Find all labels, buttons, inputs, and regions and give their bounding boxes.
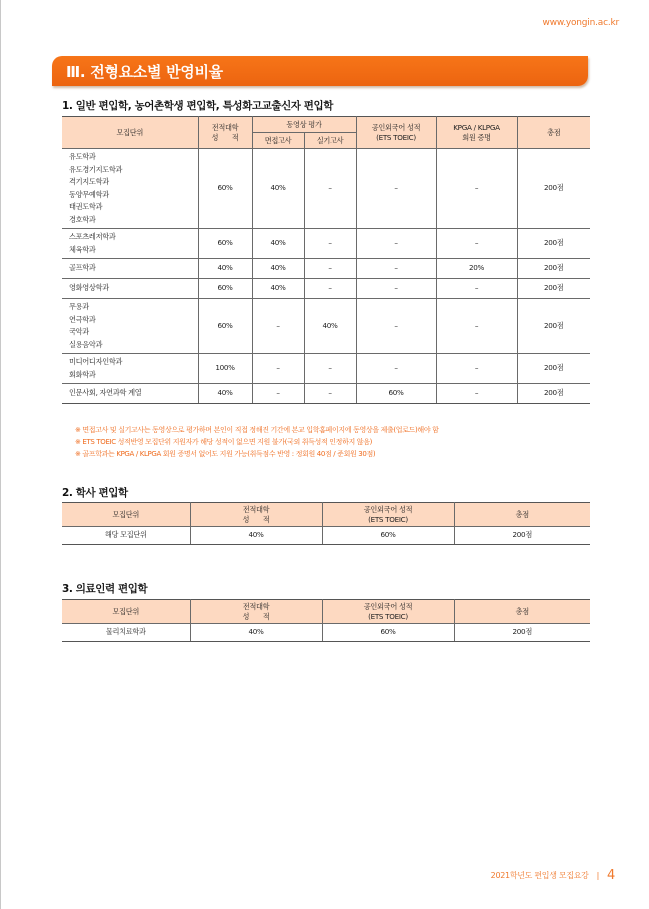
english-cell: – xyxy=(356,259,436,279)
total-cell: 200점 xyxy=(517,354,590,384)
table-row xyxy=(62,354,590,384)
total-cell: 200점 xyxy=(517,229,590,259)
table-row xyxy=(62,259,590,279)
unit-name: 회화학과 xyxy=(69,369,96,379)
unit-name: 국악과 xyxy=(69,327,89,336)
table-row xyxy=(62,229,590,259)
unit-cell: 물리치료학과 xyxy=(62,624,190,642)
note: ※ ETS TOEIC 성적반영 모집단위 지원자가 해당 성적이 없으면 지원 불가(국외 취득성적 인정하지 않음) xyxy=(75,438,372,446)
practical-cell: 40% xyxy=(304,299,356,354)
unit-name: 경호학과 xyxy=(69,214,96,224)
unit-name: 무용과 xyxy=(69,302,89,311)
grade-cell: 60% xyxy=(198,279,252,299)
kpga-cell: – xyxy=(436,354,517,384)
section-2-title: 2. 학사 편입학 xyxy=(62,487,128,499)
header-unit: 모집단위 xyxy=(62,503,190,527)
grade-cell: 60% xyxy=(198,299,252,354)
table-row xyxy=(62,299,590,354)
header-practical: 실기고사 xyxy=(304,133,356,149)
note: ※ 골프학과는 KPGA / KLPGA 회원 증명서 없어도 지원 가능(취득점수 반영 : 정회원 40점 / 준회원 30점) xyxy=(75,450,376,458)
unit-cell xyxy=(62,354,198,384)
practical-cell: – xyxy=(304,279,356,299)
kpga-cell: 20% xyxy=(436,259,517,279)
header-total: 총점 xyxy=(517,117,590,149)
table-row xyxy=(62,624,590,642)
english-cell: 60% xyxy=(322,527,454,545)
unit-name: 격기지도학과 xyxy=(69,177,109,186)
section-1-title: 1. 일반 편입학, 농어촌학생 편입학, 특성화고교출신자 편입학 xyxy=(62,100,334,112)
unit-name: 실용음악과 xyxy=(69,339,103,349)
grade-cell: 40% xyxy=(190,527,322,545)
unit-name: 유도경기지도학과 xyxy=(69,164,123,174)
unit-cell xyxy=(62,279,198,299)
unit-cell xyxy=(62,149,198,229)
grade-cell: 40% xyxy=(190,624,322,642)
kpga-cell: – xyxy=(436,229,517,259)
total-cell: 200점 xyxy=(454,624,590,642)
header-grade: 전적대학 성 적 xyxy=(190,600,322,624)
table-row xyxy=(62,149,590,229)
chapter-title: Ⅲ. 전형요소별 반영비율 xyxy=(66,63,223,81)
header-kpga: KPGA / KLPGA 회원 증명 xyxy=(436,117,517,149)
interview-cell: – xyxy=(252,299,304,354)
header-unit: 모집단위 xyxy=(62,600,190,624)
table-row xyxy=(62,527,590,545)
footer-text: 2021학년도 편입생 모집요강 xyxy=(490,871,589,880)
unit-name: 인문사회, 자연과학 계열 xyxy=(69,388,142,398)
section-1-notes xyxy=(75,424,439,460)
kpga-cell: – xyxy=(436,384,517,404)
interview-cell: 40% xyxy=(252,259,304,279)
grade-cell: 40% xyxy=(198,384,252,404)
grade-cell: 40% xyxy=(198,259,252,279)
total-cell: 200점 xyxy=(517,384,590,404)
practical-cell: – xyxy=(304,229,356,259)
kpga-cell: – xyxy=(436,299,517,354)
unit-name: 미디어디자인학과 xyxy=(69,357,123,366)
grade-cell: 60% xyxy=(198,229,252,259)
kpga-cell: – xyxy=(436,279,517,299)
total-cell: 200점 xyxy=(517,149,590,229)
grade-cell: 100% xyxy=(198,354,252,384)
chapter-banner xyxy=(52,56,588,86)
header-total: 총점 xyxy=(454,600,590,624)
footer-separator: | xyxy=(596,871,600,880)
header-total: 총점 xyxy=(454,503,590,527)
section-3-title: 3. 의료인력 편입학 xyxy=(62,583,148,595)
total-cell: 200점 xyxy=(517,259,590,279)
header-english: 공인외국어 성적 (ETS TOEIC) xyxy=(356,117,436,149)
page-edge xyxy=(0,0,1,909)
header-english: 공인외국어 성적 (ETS TOEIC) xyxy=(322,503,454,527)
table-row xyxy=(62,384,590,404)
interview-cell: – xyxy=(252,384,304,404)
unit-name: 스포츠레저학과 xyxy=(69,232,116,241)
english-cell: – xyxy=(356,279,436,299)
kpga-cell: – xyxy=(436,149,517,229)
unit-cell xyxy=(62,259,198,279)
interview-cell: – xyxy=(252,354,304,384)
english-cell: – xyxy=(356,149,436,229)
practical-cell: – xyxy=(304,149,356,229)
header-grade: 전적대학 성 적 xyxy=(198,117,252,149)
english-cell: 60% xyxy=(322,624,454,642)
practical-cell: – xyxy=(304,354,356,384)
section-1-body xyxy=(62,149,590,404)
page-footer xyxy=(491,868,615,883)
interview-cell: 40% xyxy=(252,279,304,299)
header-english: 공인외국어 성적 (ETS TOEIC) xyxy=(322,600,454,624)
unit-name: 유도학과 xyxy=(69,152,96,161)
section-2-table xyxy=(62,502,590,545)
unit-cell xyxy=(62,384,198,404)
unit-cell xyxy=(62,229,198,259)
site-url[interactable]: www.yongin.ac.kr xyxy=(542,18,619,28)
header-unit: 모집단위 xyxy=(62,117,198,149)
total-cell: 200점 xyxy=(454,527,590,545)
english-cell: – xyxy=(356,354,436,384)
header-video: 동영상 평가 xyxy=(252,117,356,133)
unit-name: 영화영상학과 xyxy=(69,283,109,293)
english-cell: 60% xyxy=(356,384,436,404)
unit-name: 체육학과 xyxy=(69,244,96,254)
section-3-table xyxy=(62,599,590,642)
unit-cell: 해당 모집단위 xyxy=(62,527,190,545)
interview-cell: 40% xyxy=(252,229,304,259)
unit-name: 골프학과 xyxy=(69,263,96,273)
unit-name: 동양무예학과 xyxy=(69,189,109,199)
grade-cell: 60% xyxy=(198,149,252,229)
table-row xyxy=(62,279,590,299)
section-1-table xyxy=(62,116,590,404)
header-grade: 전적대학 성 적 xyxy=(190,503,322,527)
english-cell: – xyxy=(356,299,436,354)
practical-cell: – xyxy=(304,384,356,404)
interview-cell: 40% xyxy=(252,149,304,229)
practical-cell: – xyxy=(304,259,356,279)
unit-name: 연극학과 xyxy=(69,314,96,324)
total-cell: 200점 xyxy=(517,299,590,354)
english-cell: – xyxy=(356,229,436,259)
unit-cell xyxy=(62,299,198,354)
page-number: 4 xyxy=(607,868,615,883)
total-cell: 200점 xyxy=(517,279,590,299)
header-interview: 면접고사 xyxy=(252,133,304,149)
note: ※ 면접고사 및 실기고사는 동영상으로 평가하며 본인이 직접 정해진 기간에 본교 입학홈페이지에 동영상을 제출(업로드)해야 함 xyxy=(75,426,439,434)
unit-name: 태권도학과 xyxy=(69,202,103,211)
